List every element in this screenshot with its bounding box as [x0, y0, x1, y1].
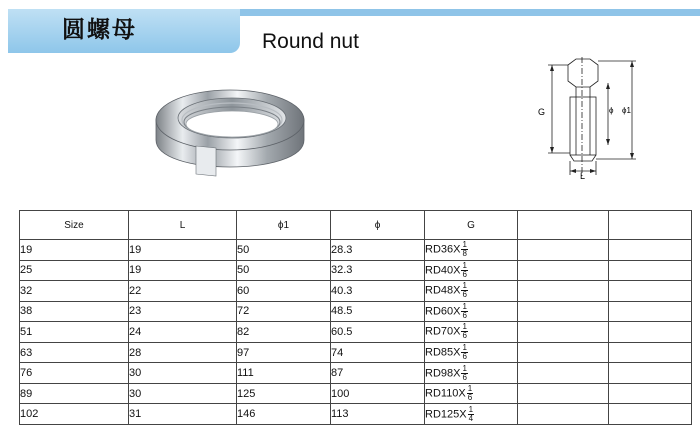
phi-cell: 32.3: [331, 260, 425, 281]
thread-spec: RD110X: [425, 387, 466, 400]
fraction-numerator: 1: [468, 404, 474, 414]
header-empty-1: [518, 211, 609, 240]
fraction-numerator: 1: [462, 322, 467, 332]
phi1-cell: 50: [237, 260, 331, 281]
l-cell: 30: [129, 363, 237, 384]
header-empty-2: [609, 211, 692, 240]
empty-cell: [609, 342, 692, 363]
drawing-label-g: G: [538, 107, 546, 117]
drawing-label-phi1: ϕ1: [622, 106, 631, 115]
fraction-denominator: 6: [467, 393, 473, 403]
thread-spec: RD40X: [425, 264, 461, 277]
phi1-cell: 125: [237, 383, 331, 404]
thread-fraction: [461, 241, 467, 258]
fraction-numerator: 1: [462, 343, 467, 352]
header-phi1: ϕ1: [237, 211, 331, 240]
phi1-cell: 72: [237, 301, 331, 322]
l-cell: 24: [129, 322, 237, 343]
header-line: [236, 9, 700, 16]
g-cell: [425, 240, 518, 261]
size-cell: 63: [20, 342, 129, 363]
table-row: [20, 322, 692, 343]
empty-cell: [609, 404, 692, 425]
thread-fraction: [461, 262, 467, 279]
fraction-numerator: 1: [467, 384, 473, 394]
fraction-numerator: 1: [462, 363, 467, 373]
fraction-numerator: 1: [462, 301, 467, 311]
phi1-cell: 146: [237, 404, 331, 425]
thread-spec: RD125X: [425, 408, 467, 421]
thread-fraction: [461, 323, 467, 340]
thread-fraction: [468, 406, 474, 423]
empty-cell: [609, 260, 692, 281]
size-cell: 102: [20, 404, 129, 425]
table-header-row: [20, 211, 692, 240]
fraction-denominator: 6: [462, 290, 467, 300]
round-nut-photo: [150, 80, 310, 180]
thread-spec: RD60X: [425, 305, 461, 318]
g-cell: [425, 363, 518, 384]
g-cell: [425, 383, 518, 404]
l-cell: 28: [129, 342, 237, 363]
drawing-label-phi: ϕ: [609, 106, 614, 115]
thread-spec: RD36X: [425, 243, 461, 256]
l-cell: 30: [129, 383, 237, 404]
phi-cell: 48.5: [331, 301, 425, 322]
size-cell: 89: [20, 383, 129, 404]
size-cell: 76: [20, 363, 129, 384]
thread-fraction: [467, 385, 473, 402]
fraction-denominator: 6: [462, 352, 467, 361]
thread-fraction: [461, 344, 467, 361]
fraction-denominator: 8: [462, 249, 467, 259]
thread-fraction: [461, 282, 467, 299]
empty-cell: [609, 240, 692, 261]
empty-cell: [518, 281, 609, 302]
empty-cell: [518, 383, 609, 404]
g-cell: [425, 281, 518, 302]
table-row: [20, 342, 692, 363]
size-cell: 25: [20, 260, 129, 281]
empty-cell: [609, 281, 692, 302]
g-cell: [425, 342, 518, 363]
fraction-denominator: 6: [462, 331, 467, 341]
thread-spec: RD70X: [425, 325, 461, 338]
phi-cell: 74: [331, 342, 425, 363]
fraction-denominator: 6: [462, 310, 467, 320]
page-title-en: Round nut: [262, 30, 359, 53]
empty-cell: [609, 322, 692, 343]
l-cell: 22: [129, 281, 237, 302]
drawing-label-l: L: [580, 171, 586, 180]
g-cell: [425, 322, 518, 343]
thread-spec: RD48X: [425, 284, 461, 297]
table-row: [20, 301, 692, 322]
phi-cell: 87: [331, 363, 425, 384]
fraction-numerator: 1: [462, 260, 467, 270]
phi-cell: 60.5: [331, 322, 425, 343]
thread-fraction: [461, 303, 467, 320]
l-cell: 23: [129, 301, 237, 322]
size-cell: 32: [20, 281, 129, 302]
phi-cell: 100: [331, 383, 425, 404]
l-cell: 19: [129, 260, 237, 281]
empty-cell: [518, 322, 609, 343]
thread-fraction: [461, 365, 467, 382]
table-row: [20, 240, 692, 261]
phi1-cell: 97: [237, 342, 331, 363]
empty-cell: [518, 404, 609, 425]
page-title-cn: 圆螺母: [62, 17, 137, 43]
technical-drawing: [536, 55, 642, 180]
phi-cell: 113: [331, 404, 425, 425]
header-l: L: [129, 211, 237, 240]
header-g: G: [425, 211, 518, 240]
empty-cell: [518, 260, 609, 281]
phi1-cell: 60: [237, 281, 331, 302]
fraction-denominator: 6: [462, 269, 467, 279]
fraction-denominator: 4: [468, 413, 474, 423]
fraction-numerator: 1: [462, 281, 467, 291]
phi-cell: 28.3: [331, 240, 425, 261]
table-row: [20, 363, 692, 384]
table-row: [20, 383, 692, 404]
header-phi: ϕ: [331, 211, 425, 240]
phi1-cell: 82: [237, 322, 331, 343]
g-cell: [425, 404, 518, 425]
fraction-numerator: 1: [462, 240, 467, 250]
empty-cell: [518, 363, 609, 384]
size-cell: 38: [20, 301, 129, 322]
size-cell: 19: [20, 240, 129, 261]
table-row: [20, 260, 692, 281]
empty-cell: [518, 301, 609, 322]
empty-cell: [609, 301, 692, 322]
empty-cell: [609, 363, 692, 384]
header-size: Size: [20, 211, 129, 240]
spec-table: [19, 210, 692, 425]
thread-spec: RD85X: [425, 346, 461, 359]
empty-cell: [609, 383, 692, 404]
empty-cell: [518, 240, 609, 261]
l-cell: 31: [129, 404, 237, 425]
phi1-cell: 111: [237, 363, 331, 384]
g-cell: [425, 260, 518, 281]
g-cell: [425, 301, 518, 322]
size-cell: 51: [20, 322, 129, 343]
fraction-denominator: 6: [462, 372, 467, 382]
phi-cell: 40.3: [331, 281, 425, 302]
l-cell: 19: [129, 240, 237, 261]
table-row: [20, 281, 692, 302]
phi1-cell: 50: [237, 240, 331, 261]
table-row: [20, 404, 692, 425]
thread-spec: RD98X: [425, 366, 461, 379]
empty-cell: [518, 342, 609, 363]
